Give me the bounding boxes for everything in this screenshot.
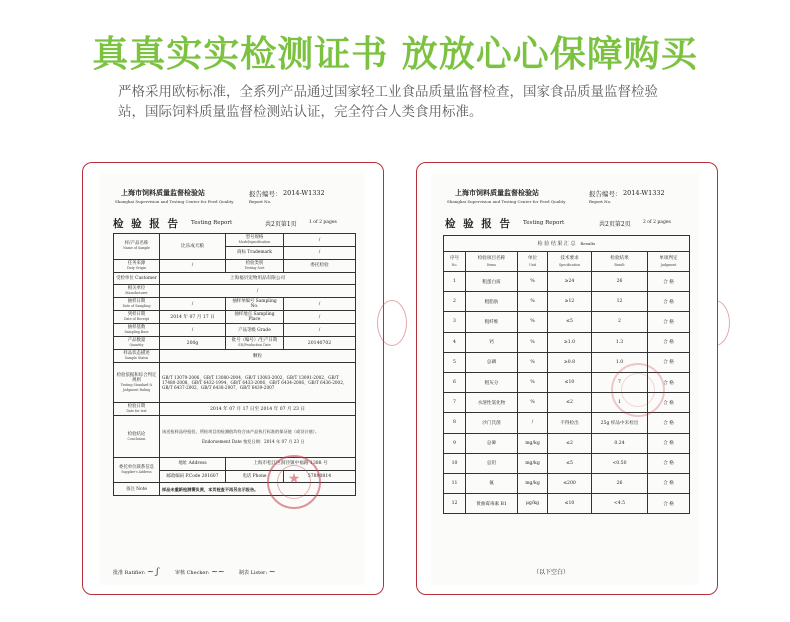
report-title-en: Testing Report bbox=[523, 220, 565, 226]
report-title: 检 验 报 告 bbox=[113, 218, 180, 230]
table-cell-unit: mg/kg bbox=[518, 473, 548, 493]
results-caption: 检 验 结 果 汇 总 Results bbox=[444, 236, 690, 252]
form-value: / bbox=[284, 311, 356, 324]
table-cell-item: 沙门氏菌 bbox=[466, 413, 518, 433]
table-cell-no: 5 bbox=[444, 352, 466, 372]
form-value: 该送检样品经检验，所检项目的检测值均符合该产品执行标准的保证值（或设计值）。 Endorsement Date 签发日期：2014 年 07 月 23 日 bbox=[160, 416, 356, 458]
table-cell-spec: ≤5 bbox=[548, 453, 592, 473]
table-row bbox=[444, 494, 690, 514]
table-cell-spec: ≤2 bbox=[548, 433, 592, 453]
table-row bbox=[444, 473, 690, 493]
form-value: GB/T 13079-2006、GB/T 13080-2004、GB/T 13083-2002、GB/T 13091-2002、GB/T 17480-2008、GB/T 6432-1994、GB/T 6433-2006、GB/T 6434-2006、GB/T 6436-2002、GB/T 6437-2002、GB/T 6438-2007、GB/T 6439-2007 bbox=[160, 363, 356, 403]
table-cell-no: 4 bbox=[444, 332, 466, 352]
table-cell-result: 25g 样品中未检出 bbox=[592, 413, 648, 433]
form-value: / bbox=[284, 298, 356, 311]
table-cell-no: 7 bbox=[444, 393, 466, 413]
report-title-en: Testing Report bbox=[191, 220, 233, 226]
table-cell-unit: % bbox=[518, 292, 548, 312]
page-info: 共2页第1页 bbox=[265, 221, 297, 228]
report-title: 检 验 报 告 bbox=[445, 218, 512, 230]
left-certificate-card bbox=[82, 162, 384, 595]
report-no: 2014-W1332 bbox=[623, 189, 665, 197]
form-label: 型号规格 Model/specification bbox=[226, 234, 284, 247]
table-cell-result: 1 bbox=[592, 393, 648, 413]
form-value: 比乐成犬粮 bbox=[160, 234, 226, 260]
form-value: 57890814 bbox=[284, 470, 356, 483]
table-cell-judge: 合 格 bbox=[648, 272, 690, 292]
table-cell-result: 1.3 bbox=[592, 332, 648, 352]
form-label: 商标 Trademark bbox=[226, 247, 284, 260]
form-label: 相关单位 Manufacturer bbox=[114, 285, 160, 298]
form-label: 检验依据和综合判定规则 Testing Standard & Judgment Ruling bbox=[114, 363, 160, 403]
report-no-label: 报告编号： bbox=[589, 190, 622, 198]
report-no-en: Report No. bbox=[589, 199, 612, 204]
table-cell-judge: 合 格 bbox=[648, 494, 690, 514]
table-cell-item: 水溶性氯化物 bbox=[466, 393, 518, 413]
form-label: 样品状态描述 Sample Status bbox=[114, 350, 160, 363]
form-label: 抽样地点 Sampling Place bbox=[226, 311, 284, 324]
table-cell-unit: % bbox=[518, 312, 548, 332]
table-cell-item: 粗脂肪 bbox=[466, 292, 518, 312]
form-label: 样/产品名称 Name of Sample bbox=[114, 234, 160, 260]
table-cell-spec: ≤2 bbox=[548, 393, 592, 413]
table-cell-item: 粗灰分 bbox=[466, 372, 518, 392]
page-info-en: 2 of 2 pages bbox=[643, 220, 671, 225]
table-cell-spec: ≤10 bbox=[548, 494, 592, 514]
table-cell-no: 12 bbox=[444, 494, 466, 514]
perforation-seal-left bbox=[377, 300, 407, 346]
table-cell-judge: 合 格 bbox=[648, 332, 690, 352]
form-value: / bbox=[160, 324, 226, 337]
signature-row: 批准 Ratifier: ~ ʃ 审核 Checker: ~~ 制表 Lister: ~ bbox=[113, 567, 276, 576]
column-header: 序号 No. bbox=[444, 252, 466, 272]
table-cell-result: 26 bbox=[592, 272, 648, 292]
table-cell-unit: % bbox=[518, 352, 548, 372]
table-cell-item: 粗纤维 bbox=[466, 312, 518, 332]
form-label: 邮政编码 P.Code 201607 bbox=[160, 470, 226, 483]
table-row bbox=[444, 433, 690, 453]
table-cell-item: 钙 bbox=[466, 332, 518, 352]
table-cell-no: 8 bbox=[444, 413, 466, 433]
table-cell-result: <0.50 bbox=[592, 453, 648, 473]
form-value: / bbox=[284, 324, 356, 337]
column-header: 检验结果 Result bbox=[592, 252, 648, 272]
station-name: 上海市饲料质量监督检验站 bbox=[455, 188, 539, 197]
form-value: 2014 年 07 月 17 日 bbox=[160, 311, 226, 324]
table-cell-spec: ≥1.0 bbox=[548, 332, 592, 352]
table-cell-result: 2 bbox=[592, 312, 648, 332]
column-header: 单项判定 Judgment bbox=[648, 252, 690, 272]
form-label: 抽样日期 Date of Sampling bbox=[114, 298, 160, 311]
report-form-table bbox=[113, 233, 356, 496]
table-cell-spec: ≤200 bbox=[548, 473, 592, 493]
form-value: 上海福贝宠物用品有限公司 bbox=[160, 272, 356, 285]
table-cell-item: 黄曲霉毒素 B1 bbox=[466, 494, 518, 514]
subtitle: 严格采用欧标标准，全系列产品通过国家轻工业食品质量监督检查，国家食品质量监督检验站，国际饲料质量监督检测站认证，完全符合人类食用标准。 bbox=[118, 84, 658, 120]
page-info-en: 1 of 2 pages bbox=[309, 220, 337, 225]
table-cell-no: 6 bbox=[444, 372, 466, 392]
table-cell-judge: 合 格 bbox=[648, 393, 690, 413]
table-cell-spec: 不得检出 bbox=[548, 413, 592, 433]
form-label: 地址 Address bbox=[160, 458, 226, 471]
table-row bbox=[444, 453, 690, 473]
form-value: 委托检验 bbox=[284, 259, 356, 272]
table-cell-spec: ≥12 bbox=[548, 292, 592, 312]
table-row bbox=[444, 413, 690, 433]
column-header: 检验项目名称 Items bbox=[466, 252, 518, 272]
form-label: 检验结论 Conclusion bbox=[114, 416, 160, 458]
table-cell-item: 氟 bbox=[466, 473, 518, 493]
form-label: 受检单位 Customer bbox=[114, 272, 160, 285]
table-cell-judge: 合 格 bbox=[648, 372, 690, 392]
table-cell-unit: mg/kg bbox=[518, 453, 548, 473]
table-cell-item: 总磷 bbox=[466, 352, 518, 372]
test-report-page-2 bbox=[431, 173, 699, 585]
form-value: / bbox=[160, 298, 226, 311]
table-cell-no: 3 bbox=[444, 312, 466, 332]
table-cell-item: 总铅 bbox=[466, 453, 518, 473]
form-value: 颗粒 bbox=[160, 350, 356, 363]
table-cell-item: 总砷 bbox=[466, 433, 518, 453]
form-value: 样品未重新检测需负责，本页检查不再另出示报告。 bbox=[160, 483, 356, 496]
table-row bbox=[444, 312, 690, 332]
report-no-label: 报告编号： bbox=[249, 190, 282, 198]
form-label: 抽样基数 Sampling Base bbox=[114, 324, 160, 337]
form-label: 产品数量 Quantity bbox=[114, 337, 160, 350]
official-seal bbox=[611, 363, 665, 417]
table-cell-result: 0.24 bbox=[592, 433, 648, 453]
table-cell-unit: / bbox=[518, 413, 548, 433]
table-cell-result: 12 bbox=[592, 292, 648, 312]
station-name: 上海市饲料质量监督检验站 bbox=[121, 188, 205, 197]
form-label: 检验日期 Date for test bbox=[114, 403, 160, 416]
table-cell-spec: ≥0.8 bbox=[548, 352, 592, 372]
table-cell-judge: 合 格 bbox=[648, 473, 690, 493]
table-cell-no: 2 bbox=[444, 292, 466, 312]
form-value: / bbox=[284, 234, 356, 247]
official-seal: ★ bbox=[267, 455, 321, 509]
form-value: 200g bbox=[160, 337, 226, 350]
table-row bbox=[444, 272, 690, 292]
form-label: 检验类别 Testing Sort bbox=[226, 259, 284, 272]
table-cell-result: <4.5 bbox=[592, 494, 648, 514]
table-cell-spec: ≥24 bbox=[548, 272, 592, 292]
form-label: 到样日期 Date of Receipt bbox=[114, 311, 160, 324]
column-header: 技术要求 Specification bbox=[548, 252, 592, 272]
table-footer-note: （以下空白） bbox=[533, 569, 570, 576]
form-label: 任务来源 Duty Origin bbox=[114, 259, 160, 272]
table-cell-unit: mg/kg bbox=[518, 433, 548, 453]
form-label: 委托单位联系信息 Supplier's Address bbox=[114, 458, 160, 483]
table-cell-judge: 合 格 bbox=[648, 433, 690, 453]
table-cell-unit: % bbox=[518, 372, 548, 392]
table-cell-no: 10 bbox=[444, 453, 466, 473]
table-row bbox=[444, 332, 690, 352]
form-label: 产品等级 Grade bbox=[226, 324, 284, 337]
form-value: 20140702 bbox=[284, 337, 356, 350]
headline: 真真实实检测证书 放放心心保障购买 bbox=[92, 34, 698, 75]
table-cell-judge: 合 格 bbox=[648, 453, 690, 473]
column-header: 单位 Unit bbox=[518, 252, 548, 272]
table-cell-no: 11 bbox=[444, 473, 466, 493]
table-cell-no: 9 bbox=[444, 433, 466, 453]
station-name-en: Shanghai Supervision and Testing Center for Feed Quality bbox=[447, 199, 566, 204]
table-cell-unit: % bbox=[518, 332, 548, 352]
table-row bbox=[444, 292, 690, 312]
form-value: 上海市松江区洞泾镇中福路 1388 号 bbox=[226, 458, 356, 471]
table-cell-unit: % bbox=[518, 272, 548, 292]
table-cell-unit: μg/kg bbox=[518, 494, 548, 514]
report-no: 2014-W1332 bbox=[283, 189, 325, 197]
form-label: 批号（编号）/生产日期 SN/Production Date bbox=[226, 337, 284, 350]
table-cell-result: 26 bbox=[592, 473, 648, 493]
table-cell-result: 1.0 bbox=[592, 352, 648, 372]
station-name-en: Shanghai Supervision and Testing Center for Feed Quality bbox=[115, 199, 234, 204]
test-report-page-1 bbox=[99, 173, 365, 585]
table-cell-result: 7 bbox=[592, 372, 648, 392]
table-cell-judge: 合 格 bbox=[648, 352, 690, 372]
form-label: 电话 Phone bbox=[226, 470, 284, 483]
right-certificate-card bbox=[416, 162, 718, 595]
table-cell-spec: ≤10 bbox=[548, 372, 592, 392]
table-cell-judge: 合 格 bbox=[648, 292, 690, 312]
table-cell-judge: 合 格 bbox=[648, 413, 690, 433]
table-cell-item: 粗蛋白质 bbox=[466, 272, 518, 292]
table-cell-spec: ≤5 bbox=[548, 312, 592, 332]
form-value: / bbox=[160, 285, 356, 298]
table-cell-judge: 合 格 bbox=[648, 312, 690, 332]
form-value: / bbox=[160, 259, 226, 272]
report-no-en: Report No. bbox=[249, 199, 272, 204]
form-value: / bbox=[284, 247, 356, 260]
form-label: 抽样单编号 Sampling No. bbox=[226, 298, 284, 311]
form-value: 2014 年 07 月 17 日至 2014 年 07 月 23 日 bbox=[160, 403, 356, 416]
form-label: 备注 Note bbox=[114, 483, 160, 496]
table-cell-unit: % bbox=[518, 393, 548, 413]
page-info: 共2页第2页 bbox=[599, 221, 631, 228]
table-cell-no: 1 bbox=[444, 272, 466, 292]
